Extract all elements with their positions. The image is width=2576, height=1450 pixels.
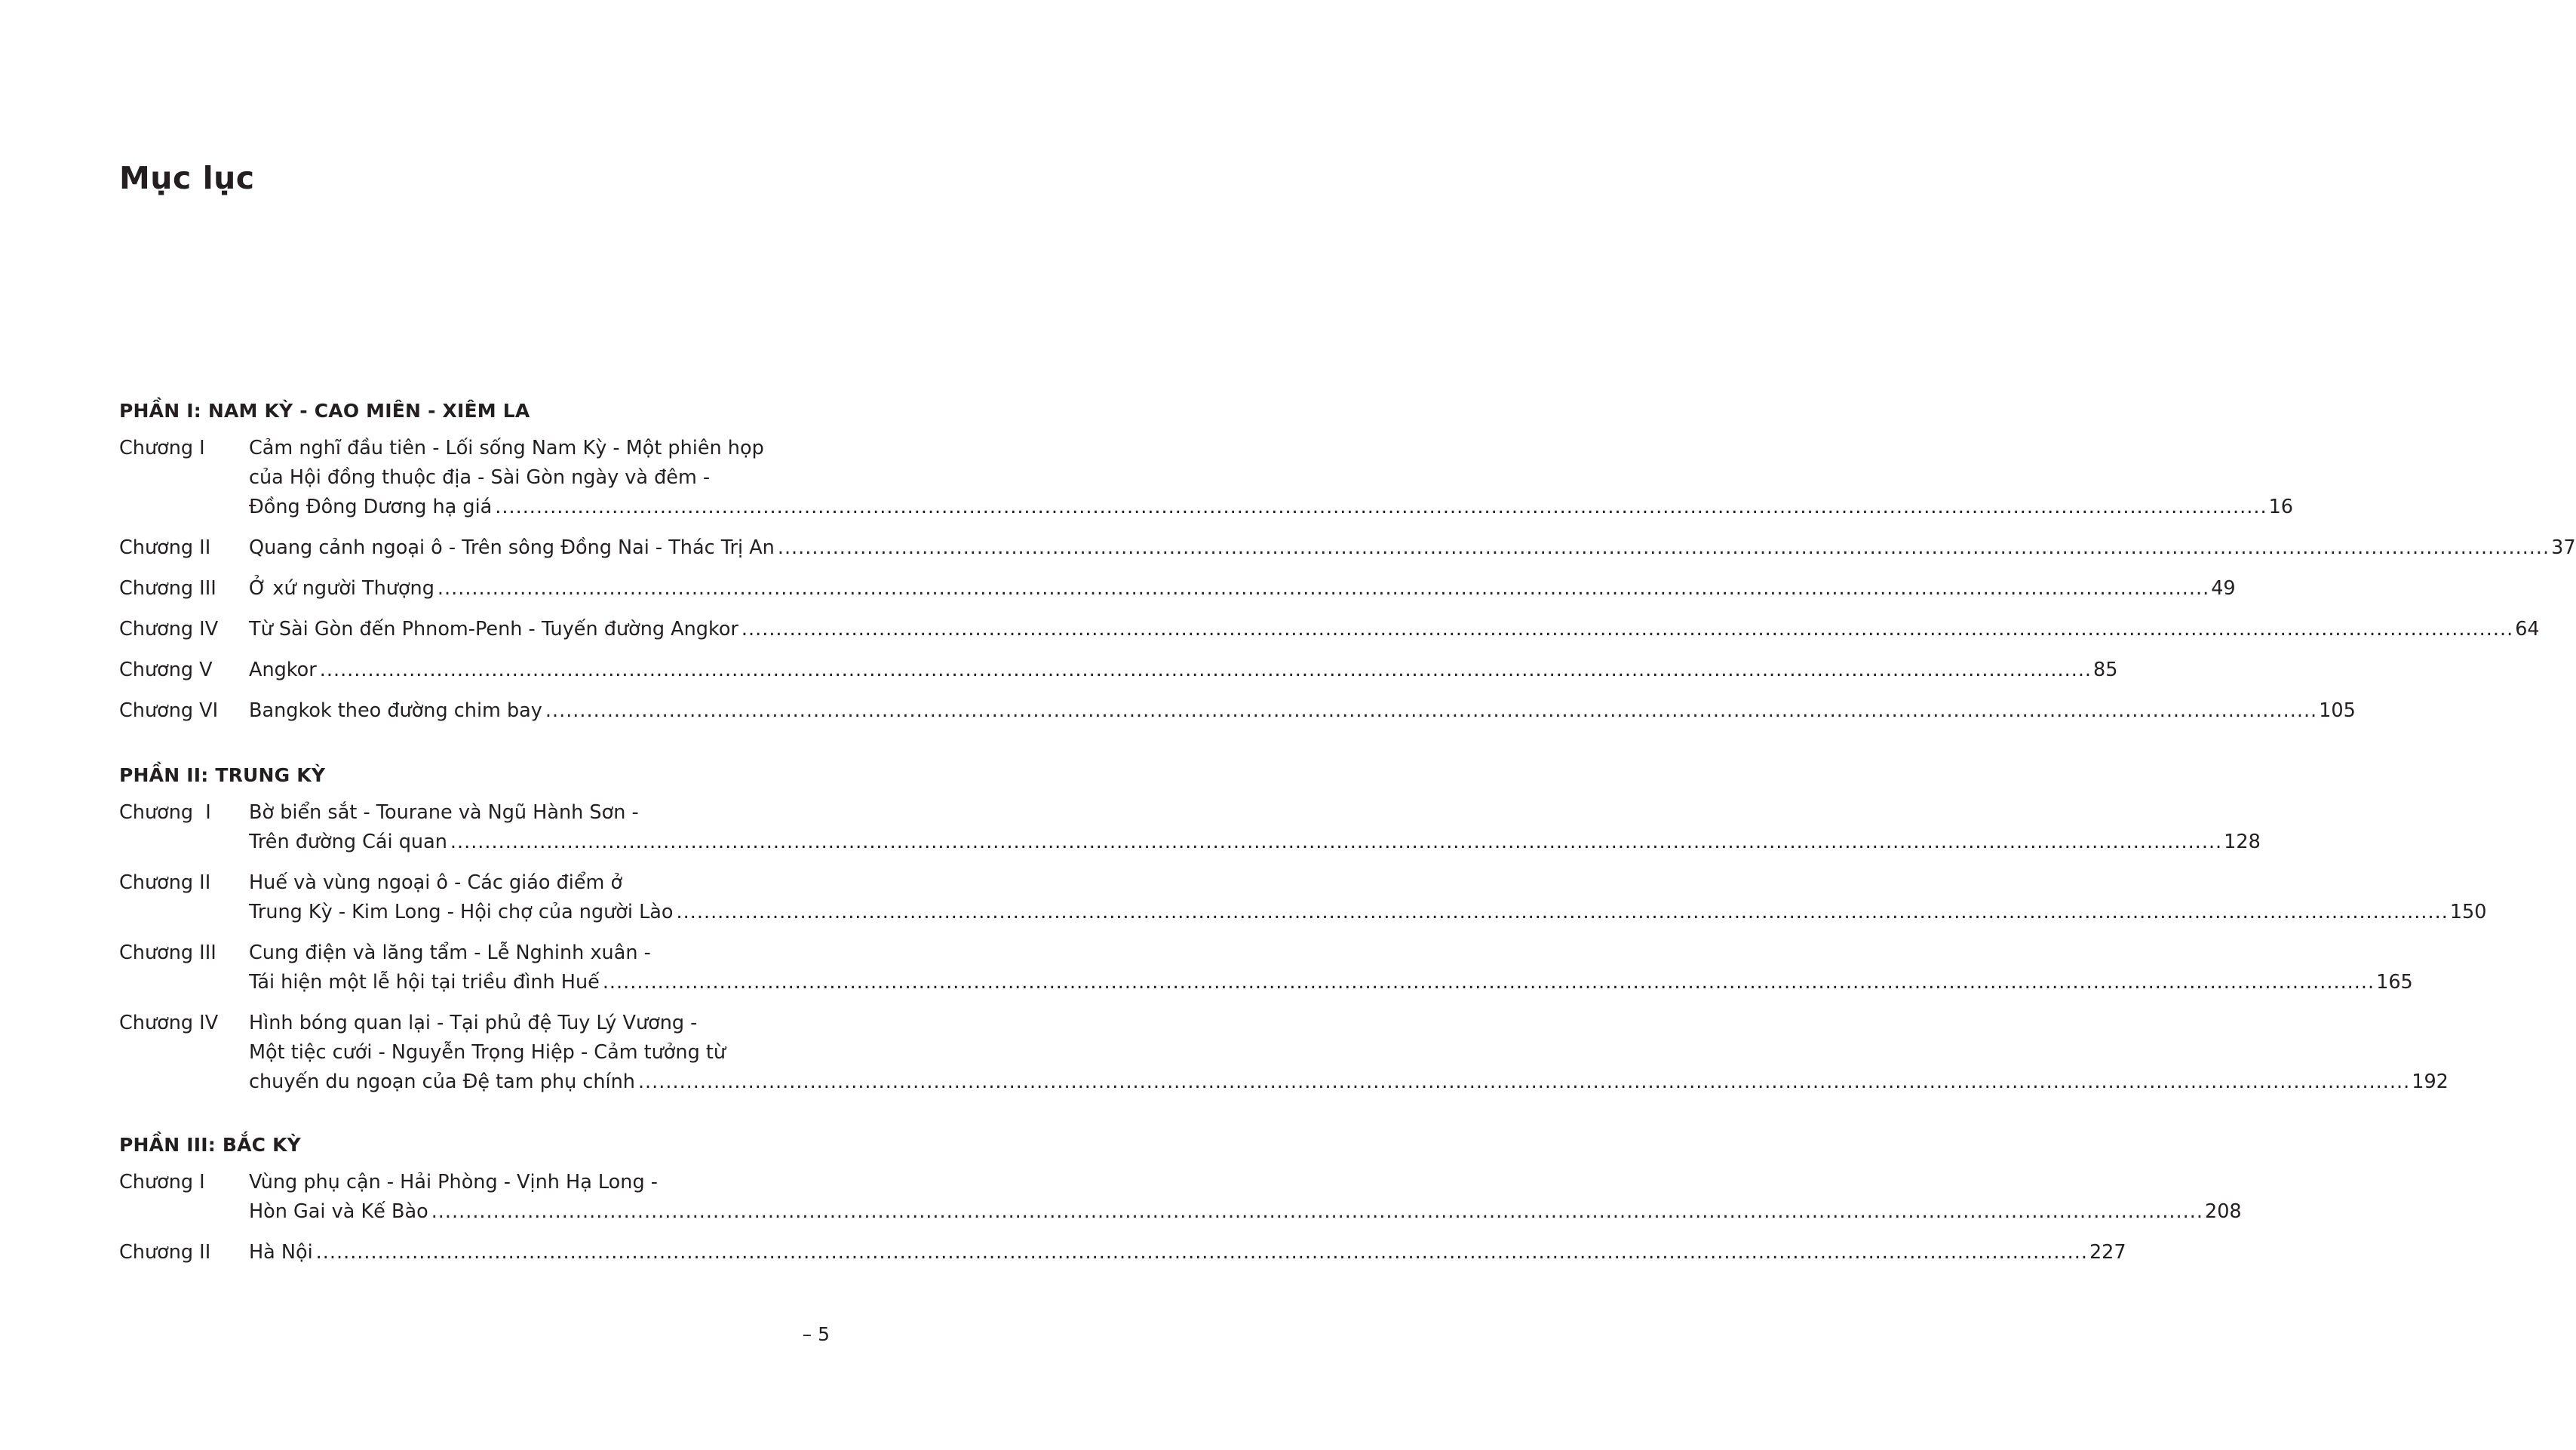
toc-entry: [119, 868, 2487, 927]
chapter-label: Chương I: [119, 1171, 205, 1193]
chapter-title: [249, 1168, 2242, 1227]
part-heading: PHẦN III: BẮC KỲ: [119, 1134, 301, 1156]
chapter-title: [249, 1238, 2126, 1267]
chapter-title-line: Hình bóng quan lại - Tại phủ đệ Tuy Lý Vương -: [249, 1012, 698, 1034]
part-heading: PHẦN II: TRUNG KỲ: [119, 764, 326, 786]
chapter-title-line: Bờ biển sắt - Tourane và Ngũ Hành Sơn -: [249, 801, 639, 824]
chapter-title-line: Từ Sài Gòn đến Phnom-Penh - Tuyến đường Angkor: [249, 618, 738, 641]
chapter-title: [249, 533, 2576, 563]
chapter-title: [249, 798, 2261, 857]
toc-entry: [119, 574, 2236, 604]
chapter-title-last-line: [249, 533, 2576, 563]
chapter-label: Chương II: [119, 536, 211, 559]
dot-leader: [320, 656, 2092, 685]
chapter-label: Chương IV: [119, 1012, 219, 1034]
chapter-title-last-line: [249, 574, 2236, 604]
dot-leader: [603, 968, 2375, 997]
page-ref: 37: [2551, 536, 2576, 559]
chapter-title-line: Một tiệc cưới - Nguyễn Trọng Hiệp - Cảm tưởng từ: [249, 1041, 726, 1064]
chapter-title-last-line: [249, 1197, 2242, 1227]
chapter-title-last-line: [249, 968, 2413, 997]
toc-entry: [119, 533, 2576, 563]
page-title: Mục lục: [119, 160, 255, 196]
toc-entry: [119, 696, 2356, 726]
page-ref: 49: [2211, 577, 2236, 600]
dot-leader: [545, 696, 2317, 726]
dot-leader: [450, 828, 2222, 857]
chapter-title-last-line: [249, 828, 2261, 857]
chapter-title-line: Quang cảnh ngoại ô - Trên sông Đồng Nai - Thác Trị An: [249, 536, 775, 559]
chapter-title-line: Bangkok theo đường chim bay: [249, 699, 542, 722]
chapter-title-line: Vùng phụ cận - Hải Phòng - Vịnh Hạ Long -: [249, 1171, 658, 1193]
chapter-title-line: chuyến du ngoạn của Đệ tam phụ chính: [249, 1071, 635, 1093]
toc-entry: [119, 656, 2118, 685]
page-ref: 85: [2093, 659, 2118, 681]
page-ref: 128: [2224, 831, 2261, 853]
chapter-title-line: Cung điện và lăng tẩm - Lễ Nghinh xuân -: [249, 942, 651, 964]
chapter-title: [249, 574, 2236, 604]
chapter-title: [249, 696, 2356, 726]
chapter-title-last-line: [249, 898, 2487, 927]
dot-leader: [741, 615, 2513, 644]
part-section: [119, 1134, 2242, 1279]
chapter-label: Chương III: [119, 577, 216, 600]
chapter-title-line: Hòn Gai và Kế Bào: [249, 1200, 428, 1223]
dot-leader: [438, 574, 2209, 604]
chapter-title-line: Angkor: [249, 659, 317, 681]
chapter-title: [249, 1009, 2449, 1097]
toc-entry: [119, 1168, 2242, 1227]
chapter-title-line: Cảm nghĩ đầu tiên - Lối sống Nam Kỳ - Một phiên họp: [249, 437, 764, 459]
chapter-title: [249, 939, 2413, 997]
chapter-label: Chương V: [119, 659, 213, 681]
chapter-title-line: Tái hiện một lễ hội tại triều đình Huế: [249, 971, 600, 994]
chapter-title-last-line: [249, 493, 2293, 522]
dot-leader: [778, 533, 2550, 563]
chapter-label: Chương II: [119, 871, 211, 894]
chapter-label: Chương IV: [119, 618, 219, 641]
dot-leader: [495, 493, 2267, 522]
chapter-title-last-line: [249, 696, 2356, 726]
toc-entry: [119, 939, 2413, 997]
chapter-title: [249, 868, 2487, 927]
chapter-title: [249, 434, 2293, 522]
toc-entry: [119, 1009, 2449, 1097]
page-ref: 105: [2319, 699, 2356, 722]
page-ref: 227: [2089, 1241, 2126, 1264]
page-ref: 208: [2204, 1200, 2242, 1223]
page-ref: 165: [2376, 971, 2413, 994]
dot-leader: [431, 1197, 2203, 1227]
dot-leader: [638, 1068, 2410, 1097]
page-ref: 16: [2268, 496, 2294, 518]
chapter-title-last-line: [249, 1068, 2449, 1097]
toc-entry: [119, 1238, 2126, 1267]
chapter-label: Chương I: [119, 437, 205, 459]
chapter-title-line: của Hội đồng thuộc địa - Sài Gòn ngày và đêm -: [249, 466, 711, 489]
toc-entry: [119, 615, 2540, 644]
chapter-title-line: Đồng Đông Dương hạ giá: [249, 496, 493, 518]
chapter-title-last-line: [249, 615, 2540, 644]
page-ref: 192: [2412, 1071, 2449, 1093]
toc-entry: [119, 798, 2261, 857]
dot-leader: [316, 1238, 2088, 1267]
chapter-title-line: Ở xứ người Thượng: [249, 577, 434, 600]
part-heading: PHẦN I: NAM KỲ - CAO MIÊN - XIÊM LA: [119, 400, 530, 422]
part-section: [119, 400, 2576, 737]
page-number: – 5: [802, 1323, 830, 1345]
chapter-label: Chương I: [119, 801, 211, 824]
part-section: [119, 764, 2487, 1108]
dot-leader: [677, 898, 2449, 927]
chapter-title-line: Trên đường Cái quan: [249, 831, 447, 853]
chapter-label: Chương VI: [119, 699, 219, 722]
chapter-label: Chương III: [119, 942, 216, 964]
chapter-title-last-line: [249, 1238, 2126, 1267]
chapter-title-line: Huế và vùng ngoại ô - Các giáo điểm ở: [249, 871, 623, 894]
chapter-title: [249, 656, 2117, 685]
chapter-label: Chương II: [119, 1241, 211, 1264]
chapter-title-line: Trung Kỳ - Kim Long - Hội chợ của người Lào: [249, 901, 674, 923]
page-ref: 64: [2515, 618, 2540, 641]
page-ref: 150: [2449, 901, 2487, 923]
chapter-title: [249, 615, 2540, 644]
toc-entry: [119, 434, 2294, 522]
chapter-title-line: Hà Nội: [249, 1241, 313, 1264]
chapter-title-last-line: [249, 656, 2117, 685]
